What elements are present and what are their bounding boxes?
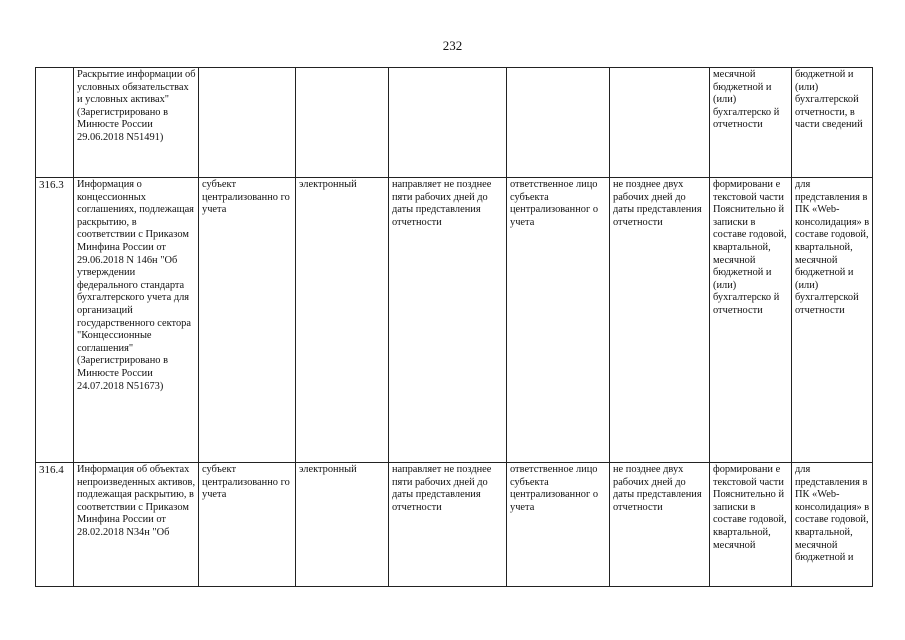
subject-cell: субъект централизованно го учета: [199, 178, 296, 463]
purpose-cell: [792, 463, 873, 587]
action-cell: [389, 463, 507, 587]
responsible-cell: [507, 68, 610, 178]
action-text: направляет не позднее пяти рабочих дней до даты представления отчетности: [392, 464, 492, 513]
form-cell: [296, 68, 389, 178]
page-number: 232: [442, 38, 463, 53]
subject-cell: [199, 68, 296, 178]
responsible-text: ответственное лицо субъекта централизованног о учета: [510, 464, 599, 513]
info-text: Информация об объектах непроизведенных активов, подлежащая раскрытию, в соответствии с Приказом Минфина России от 28.02.2018 N34н "Об: [77, 464, 196, 538]
table-row: [36, 68, 873, 178]
purpose-text: для представления в ПК «Web-консолидация» в составе годовой, квартальной, месячной бюджетной и: [795, 464, 870, 564]
deadline-cell: не позднее двух рабочих дней до даты представления отчетности: [610, 178, 710, 463]
action-cell: [389, 68, 507, 178]
formation-cell: месячной бюджетной и (или) бухгалтерско й отчетности: [710, 68, 792, 178]
form-cell: электронный: [296, 178, 389, 463]
deadline-cell: [610, 463, 710, 587]
info-cell: Информация о концессионных соглашениях, подлежащая раскрытию, в соответствии с Приказом Минфина России от 29.06.2018 N 146н "Об утверждении федерального стандарта бухгалтерского учета для организаций государственного сектора "Концессионные соглашения" (Зарегистрировано в Минюсте России 24.07.2018 N51673): [74, 178, 199, 463]
table-row: [36, 463, 873, 587]
row-number: [36, 68, 74, 178]
responsible-cell: ответственное лицо субъекта централизованног о учета: [507, 178, 610, 463]
formation-cell: формировани е текстовой части Пояснительно й записки в составе годовой, квартальной, месячной бюджетной и (или) бухгалтерско й отчетности: [710, 178, 792, 463]
info-cell: Раскрытие информации об условных обязательствах и условных активах" (Зарегистрировано в Минюсте России 29.06.2018 N51491): [74, 68, 199, 178]
row-number: 316.4: [36, 463, 74, 587]
deadline-cell: [610, 68, 710, 178]
form-cell: [296, 463, 389, 587]
form-text: электронный: [299, 464, 357, 475]
purpose-cell: бюджетной и (или) бухгалтерской отчетности, в части сведений: [792, 68, 873, 178]
document-table: [35, 67, 873, 587]
formation-cell: [710, 463, 792, 587]
purpose-cell: для представления в ПК «Web-консолидация» в составе годовой, квартальной, месячной бюджетной и (или) бухгалтерской отчетности: [792, 178, 873, 463]
row-number: 316.3: [36, 178, 74, 463]
deadline-text: не позднее двух рабочих дней до даты представления отчетности: [613, 464, 702, 513]
subject-cell: [199, 463, 296, 587]
formation-text: формировани е текстовой части Пояснительно й записки в составе годовой, квартальной, месячной: [713, 464, 787, 551]
table-row: [36, 178, 873, 463]
action-cell: направляет не позднее пяти рабочих дней до даты представления отчетности: [389, 178, 507, 463]
responsible-cell: [507, 463, 610, 587]
info-cell: [74, 463, 199, 587]
subject-text: субъект централизованно го учета: [202, 464, 290, 501]
